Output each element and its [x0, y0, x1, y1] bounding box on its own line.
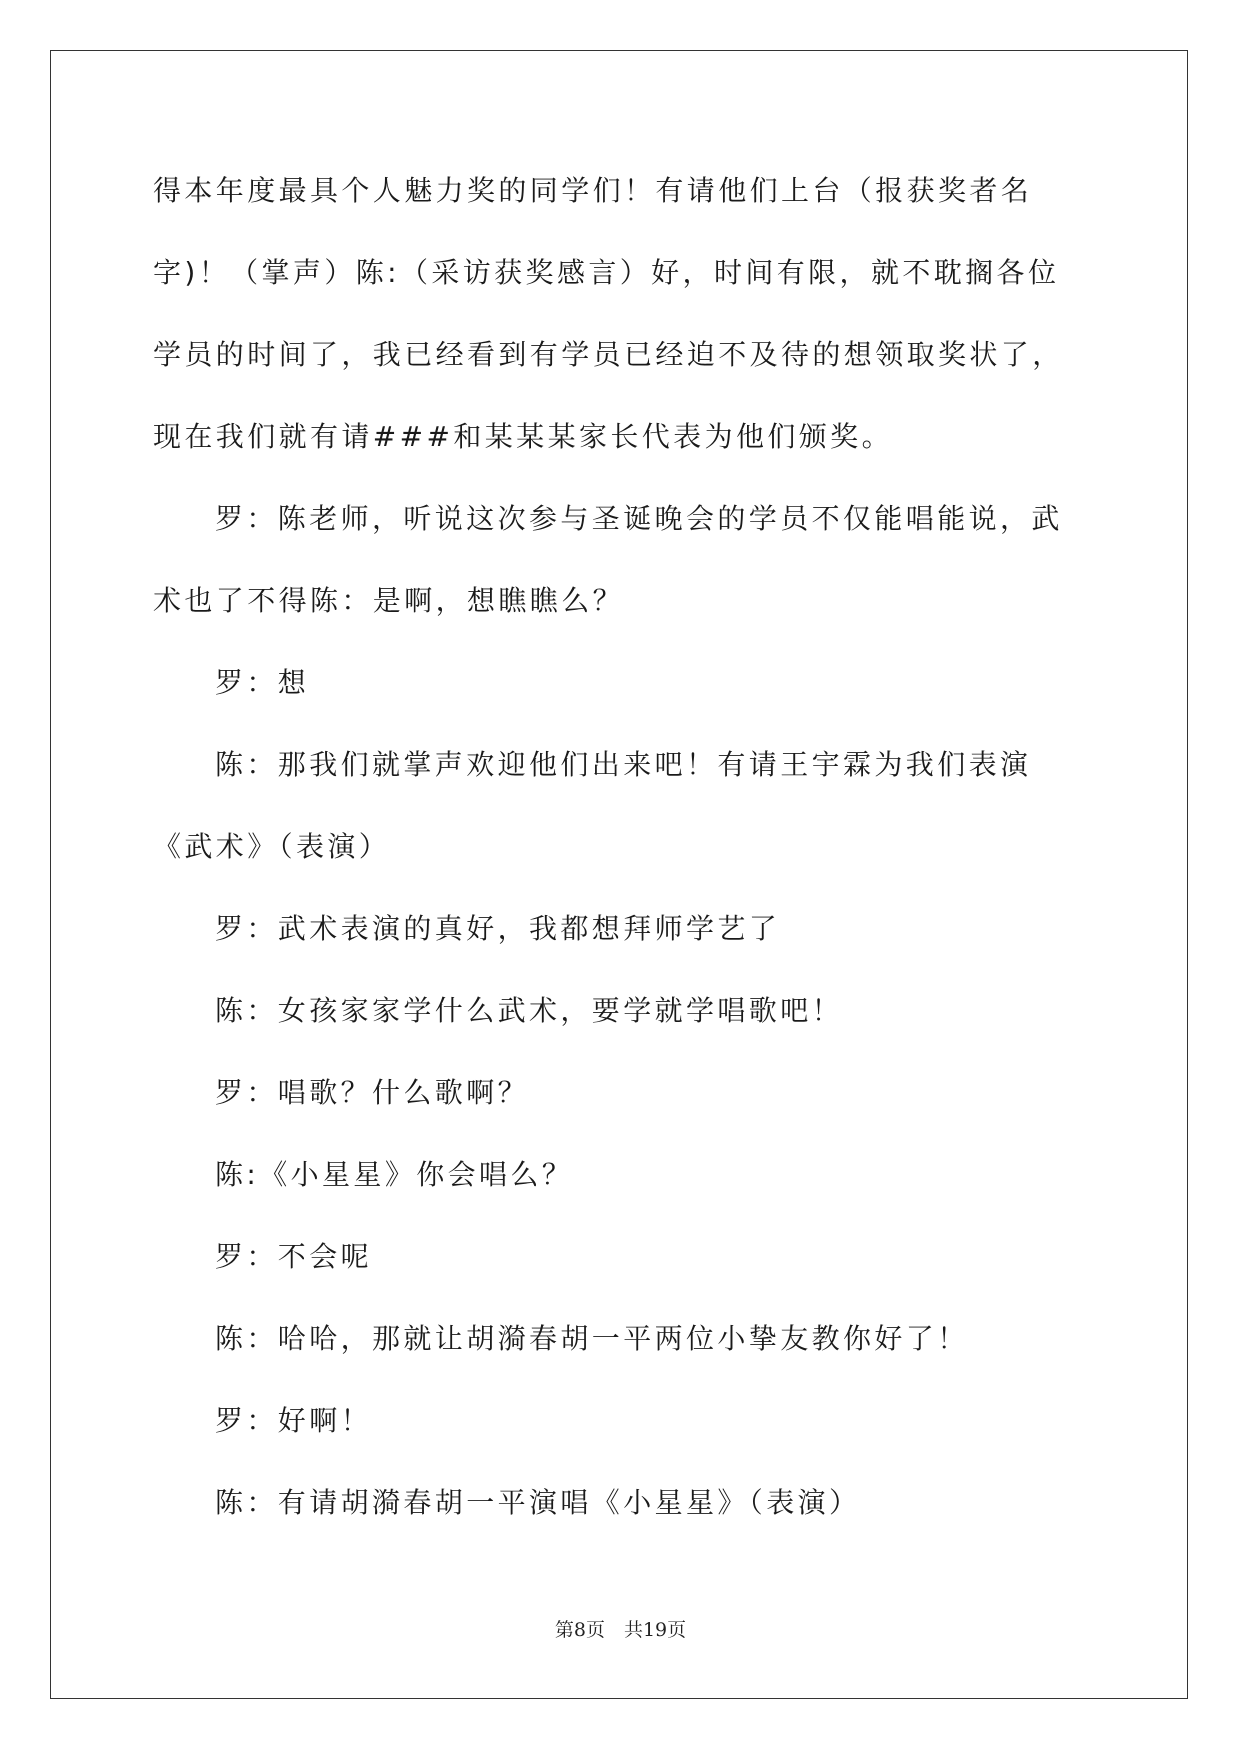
paragraph-3: 罗：想 [215, 666, 310, 699]
paragraph-10: 陈：哈哈，那就让胡漪春胡一平两位小挚友教你好了！ [215, 1322, 969, 1355]
paragraph-7: 罗：唱歌？什么歌啊？ [215, 1076, 530, 1109]
document-body [153, 150, 1083, 1544]
paragraph-4: 陈：那我们就掌声欢迎他们出来吧！有请王宇霖为我们表演《武术》（表演） [153, 748, 1032, 863]
paragraph-2: 罗：陈老师，听说这次参与圣诞晚会的学员不仅能唱能说，武术也了不得陈：是啊，想瞧瞧么？ [153, 502, 1063, 617]
paragraph-11: 罗：好啊！ [215, 1404, 373, 1437]
paragraph-6: 陈：女孩家家学什么武术，要学就学唱歌吧！ [215, 994, 844, 1027]
paragraph-8: 陈:《小星星》你会唱么？ [215, 1158, 574, 1191]
paragraph-1: 得本年度最具个人魅力奖的同学们！有请他们上台（报获奖者名字)！（掌声）陈:（采访获奖感言）好，时间有限，就不耽搁各位学员的时间了，我已经看到有学员已经迫不及待的想领取奖状了，现在我们就有请###和某某某家长代表为他们颁奖。 [153, 174, 1064, 453]
paragraph-9: 罗：不会呢 [215, 1240, 373, 1273]
paragraph-5: 罗：武术表演的真好，我都想拜师学艺了 [215, 912, 781, 945]
paragraph-12: 陈：有请胡漪春胡一平演唱《小星星》（表演） [215, 1486, 861, 1519]
page-number-footer: 第8页 共19页 [554, 1619, 687, 1641]
